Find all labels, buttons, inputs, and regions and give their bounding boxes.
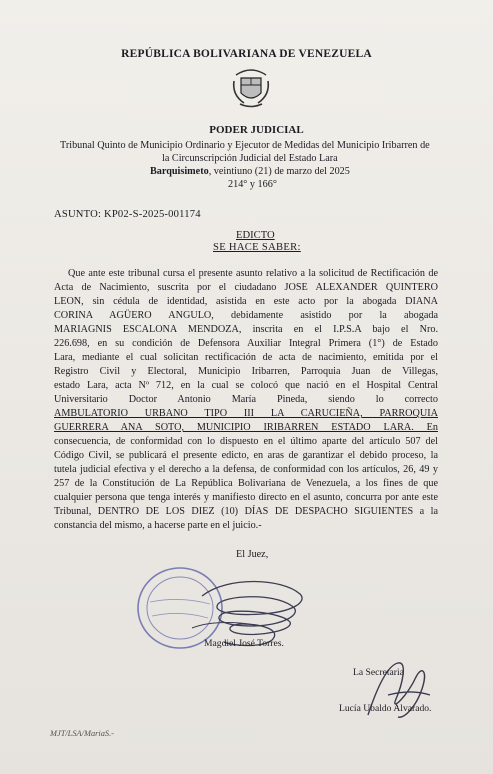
body-line: Código Civil, se publicará el presente edicto, en aras de garantizar el debido proceso, la [54, 450, 438, 461]
body-line: MARIAGNIS ESCALONA MENDOZA, inscrita en el I.P.S.A bajo el Nro. [54, 324, 438, 335]
body-line: Lara, mediante el cual solicitan rectificación de acta de nacimiento, emitida por el [54, 352, 438, 363]
country-heading: REPÚBLICA BOLIVARIANA DE VENEZUELA [121, 48, 372, 60]
secretary-title: La Secretaria [353, 667, 404, 678]
body-line: cualquier persona que tenga interés y manifiesto directo en el asunto, concurra por ante este [54, 492, 438, 503]
body-line-highlight: GUERRERA ANA SOTO, MUNICIPIO IRIBARREN ESTADO LARA. En [54, 422, 438, 433]
edict-subtitle: SE HACE SABER: [213, 242, 301, 253]
body-line: Tribunal, DENTRO DE LOS DIEZ (10) DÍAS DE DESPACHO SIGUIENTES a la [54, 506, 438, 517]
judge-name: Magdiel José Torres. [204, 638, 284, 649]
body-line: LEON, sin cédula de identidad, asistida en este acto por la abogada DIANA [54, 296, 438, 307]
body-line: constancia del mismo, a hacerse parte en el juicio.- [54, 520, 262, 531]
body-line: consecuencia, de conformidad con lo dispuesto en el último aparte del artículo 507 del [54, 436, 438, 447]
years-line: 214° y 166° [228, 179, 277, 190]
judicial-power-heading: PODER JUDICIAL [209, 124, 304, 136]
court-name-line-2: la Circunscripción Judicial del Estado Lara [162, 153, 338, 164]
date-line [150, 166, 350, 177]
body-line: Registro Civil y Electoral, Municipio Iribarren, Parroquia Juan de Villegas, [54, 366, 438, 377]
judge-title: El Juez, [236, 549, 269, 560]
body-line: tutela judicial efectiva y el derecho a la defensa, de conformidad con los artículos, 26, 49 y [54, 464, 438, 475]
case-number: ASUNTO: KP02-S-2025-001174 [54, 209, 201, 220]
body-line: CORINA AGÜERO ANGULO, debidamente asistido por la abogada [54, 310, 438, 321]
court-seal-stamp [132, 556, 312, 668]
secretary-signature [358, 655, 440, 727]
city-name: Barquisimeto [150, 166, 209, 177]
body-line: 226.698, en su condición de Defensora Auxiliar Integral Primera (1°) de Estado [54, 338, 438, 349]
body-line: Que ante este tribunal cursa el presente asunto relativo a la solicitud de Rectificación de [68, 268, 438, 279]
date-text: , veintiuno (21) de marzo del 2025 [208, 166, 350, 177]
court-name-line-1: Tribunal Quinto de Municipio Ordinario y Ejecutor de Medidas del Municipio Iribarren de [60, 140, 430, 151]
body-line: Universitario Doctor Antonio María Pineda, siendo lo correcto [54, 394, 438, 405]
edict-title: EDICTO [236, 230, 275, 241]
body-line: Acta de Nacimiento, suscrita por el ciudadano JOSE ALEXANDER QUINTERO [54, 282, 438, 293]
body-line-highlight: AMBULATORIO URBANO TIPO III LA CARUCIEÑA, PARROQUIA [54, 408, 438, 419]
body-line: estado Lara, acta Nº 712, en la cual se colocó que nació en el Hospital Central [54, 380, 438, 391]
secretary-name: Lucía Ubaldo Alvarado. [339, 703, 432, 714]
body-line: 257 de la Constitución de La República Bolivariana de Venezuela, a los fines de que [54, 478, 438, 489]
coat-of-arms-emblem [230, 65, 272, 109]
footer-initials: MJT/LSA/MariaS.- [50, 729, 114, 738]
